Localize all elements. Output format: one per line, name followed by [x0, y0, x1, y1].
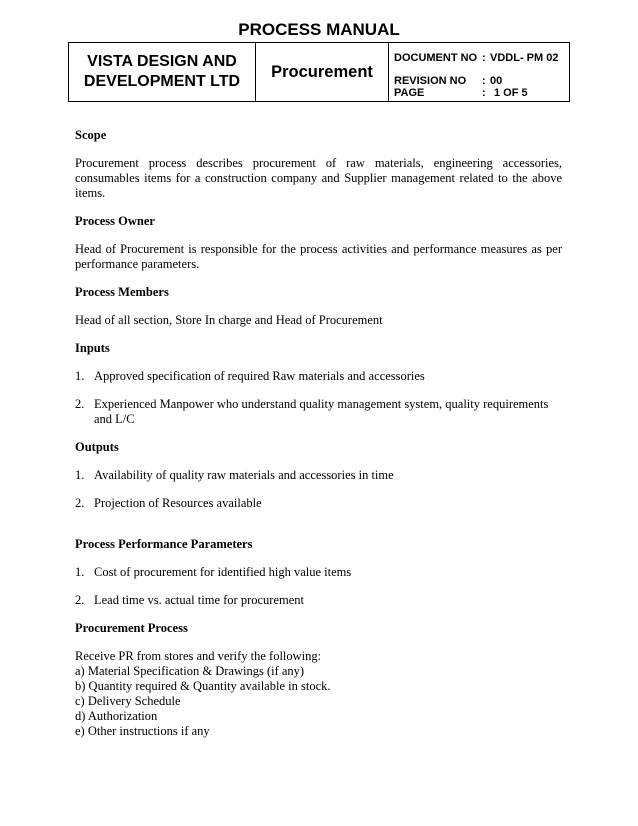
procurement-process-heading: Procurement Process: [75, 621, 188, 635]
document-info-cell: [389, 43, 569, 101]
company-name-cell: [69, 43, 256, 101]
list-item: [75, 468, 562, 483]
revision-no-value: 00: [490, 75, 503, 87]
list-item-text: Experienced Manpower who understand quality management system, quality requirements and L/C: [94, 397, 549, 426]
procurement-process-intro: Receive PR from stores and verify the following:: [75, 649, 322, 663]
revision-no-label: REVISION NO: [394, 75, 467, 87]
scope-text: Procurement process describes procurement of raw materials, engineering accessories, consumables items for a construction company and Supplier management related to the above items.: [75, 156, 562, 200]
process-members-text: Head of all section, Store In charge and Head of Procurement: [75, 313, 383, 327]
list-item: [75, 593, 562, 608]
document-body: [75, 128, 562, 739]
document-header-table: [68, 42, 570, 102]
list-item-text: Cost of procurement for identified high value items: [94, 565, 352, 579]
company-name-line2: DEVELOPMENT LTD: [83, 73, 241, 90]
checklist-line: d) Authorization: [75, 709, 158, 723]
list-item-text: Lead time vs. actual time for procurement: [94, 593, 304, 607]
spacer: [75, 524, 562, 537]
checklist-line: a) Material Specification & Drawings (if any): [75, 664, 305, 678]
process-members-heading: Process Members: [75, 285, 169, 299]
scope-heading: Scope: [75, 128, 107, 142]
list-item-number: 2.: [75, 593, 85, 607]
document-no-row: [394, 52, 569, 65]
list-item-text: Approved specification of required Raw materials and accessories: [94, 369, 425, 383]
list-item-number: 1.: [75, 468, 85, 482]
page-label: PAGE: [394, 87, 425, 99]
company-name-line1: VISTA DESIGN AND: [87, 53, 237, 70]
list-item: [75, 565, 562, 580]
manual-title: PROCESS MANUAL: [238, 20, 400, 39]
list-item-number: 2.: [75, 496, 85, 510]
separator: :: [482, 87, 486, 99]
list-item: [75, 397, 562, 427]
separator: :: [482, 75, 486, 87]
list-item-number: 1.: [75, 565, 85, 579]
separator: :: [482, 52, 486, 64]
list-item-text: Availability of quality raw materials and accessories in time: [94, 468, 394, 482]
list-item-number: 1.: [75, 369, 85, 383]
page-value: 1 OF 5: [494, 87, 528, 99]
checklist-line: c) Delivery Schedule: [75, 694, 181, 708]
list-item-text: Projection of Resources available: [94, 496, 262, 510]
document-no-value: VDDL- PM 02: [490, 52, 559, 64]
performance-heading: Process Performance Parameters: [75, 537, 253, 551]
checklist-line: b) Quantity required & Quantity available in stock.: [75, 679, 331, 693]
document-no-label: DOCUMENT NO: [394, 52, 478, 64]
page-row: [394, 87, 569, 100]
outputs-heading: Outputs: [75, 440, 119, 454]
process-owner-text: Head of Procurement is responsible for the process activities and performance measures as per performance parameters.: [75, 242, 562, 271]
process-owner-heading: Process Owner: [75, 214, 155, 228]
inputs-heading: Inputs: [75, 341, 110, 355]
list-item: [75, 496, 562, 511]
department-cell: Procurement: [256, 43, 389, 101]
list-item: [75, 369, 562, 384]
list-item-number: 2.: [75, 397, 85, 411]
checklist-line: e) Other instructions if any: [75, 724, 210, 738]
